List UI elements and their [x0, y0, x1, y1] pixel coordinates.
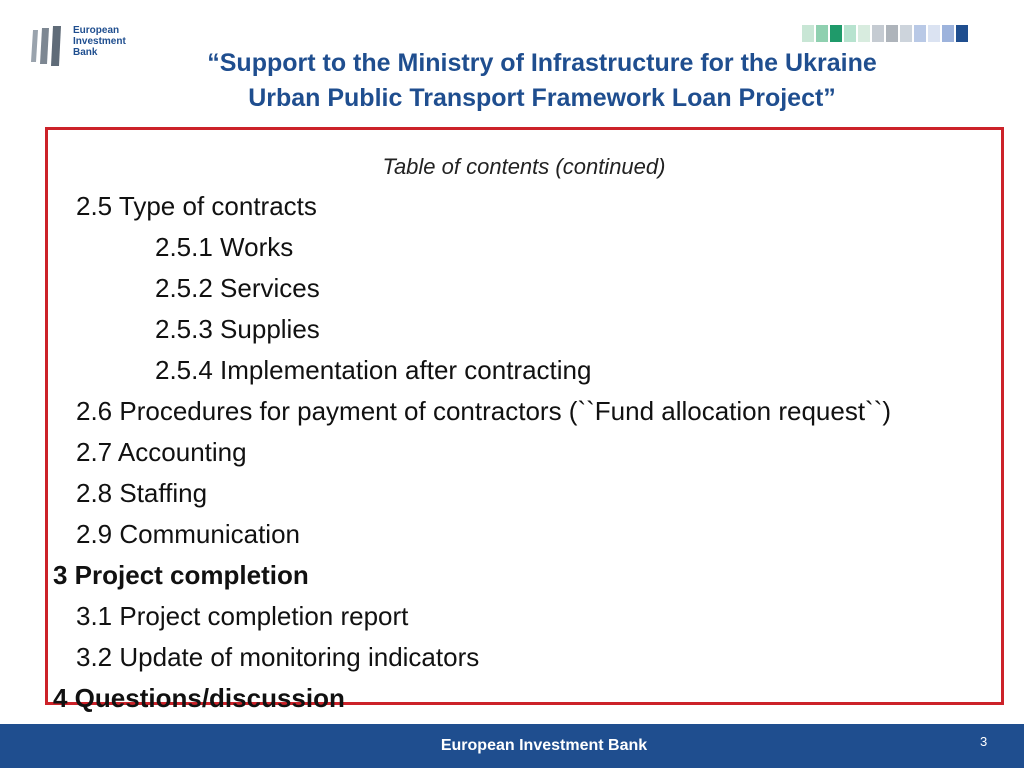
- toc-item: 2.6 Procedures for payment of contractors (``Fund allocation request``): [76, 396, 892, 426]
- color-strip-swatch: [928, 25, 940, 42]
- toc-item: 2.7 Accounting: [76, 437, 247, 467]
- toc-item: 3.1 Project completion report: [76, 601, 409, 631]
- toc-item: 2.5.4 Implementation after contracting: [155, 355, 592, 385]
- footer-bar: [0, 724, 1024, 768]
- color-strip-swatch: [886, 25, 898, 42]
- toc-item: 3 Project completion: [53, 560, 309, 590]
- color-strip-swatch: [914, 25, 926, 42]
- toc-item: 4 Questions/discussion: [53, 683, 345, 713]
- color-strip-swatch: [844, 25, 856, 42]
- color-strip-swatch: [900, 25, 912, 42]
- toc-item: 2.5.2 Services: [155, 273, 320, 303]
- toc-item: 2.5.1 Works: [155, 232, 294, 262]
- slide-title-line2: Urban Public Transport Framework Loan Project”: [248, 84, 836, 112]
- color-strip-swatch: [872, 25, 884, 42]
- color-strip-swatch: [816, 25, 828, 42]
- color-strip-swatch: [802, 25, 814, 42]
- color-strip-swatch: [858, 25, 870, 42]
- slide-title: [0, 46, 1024, 116]
- toc-item: 2.8 Staffing: [76, 478, 208, 508]
- toc-heading: Table of contents (continued): [382, 154, 666, 179]
- toc-item: 2.5.3 Supplies: [155, 314, 320, 344]
- color-strip-swatch: [956, 25, 968, 42]
- slide-title-line1: “Support to the Ministry of Infrastructure for the Ukraine: [207, 49, 877, 77]
- page-number: 3: [980, 734, 988, 749]
- color-strip-swatch: [942, 25, 954, 42]
- color-strip-swatch: [830, 25, 842, 42]
- color-strip: [802, 25, 968, 42]
- eib-logo-text: European Investment Bank: [73, 25, 126, 58]
- toc-item: 3.2 Update of monitoring indicators: [76, 642, 480, 672]
- toc-item: 2.5 Type of contracts: [76, 191, 317, 221]
- footer-text: European Investment Bank: [440, 737, 648, 754]
- toc-item: 2.9 Communication: [76, 519, 300, 549]
